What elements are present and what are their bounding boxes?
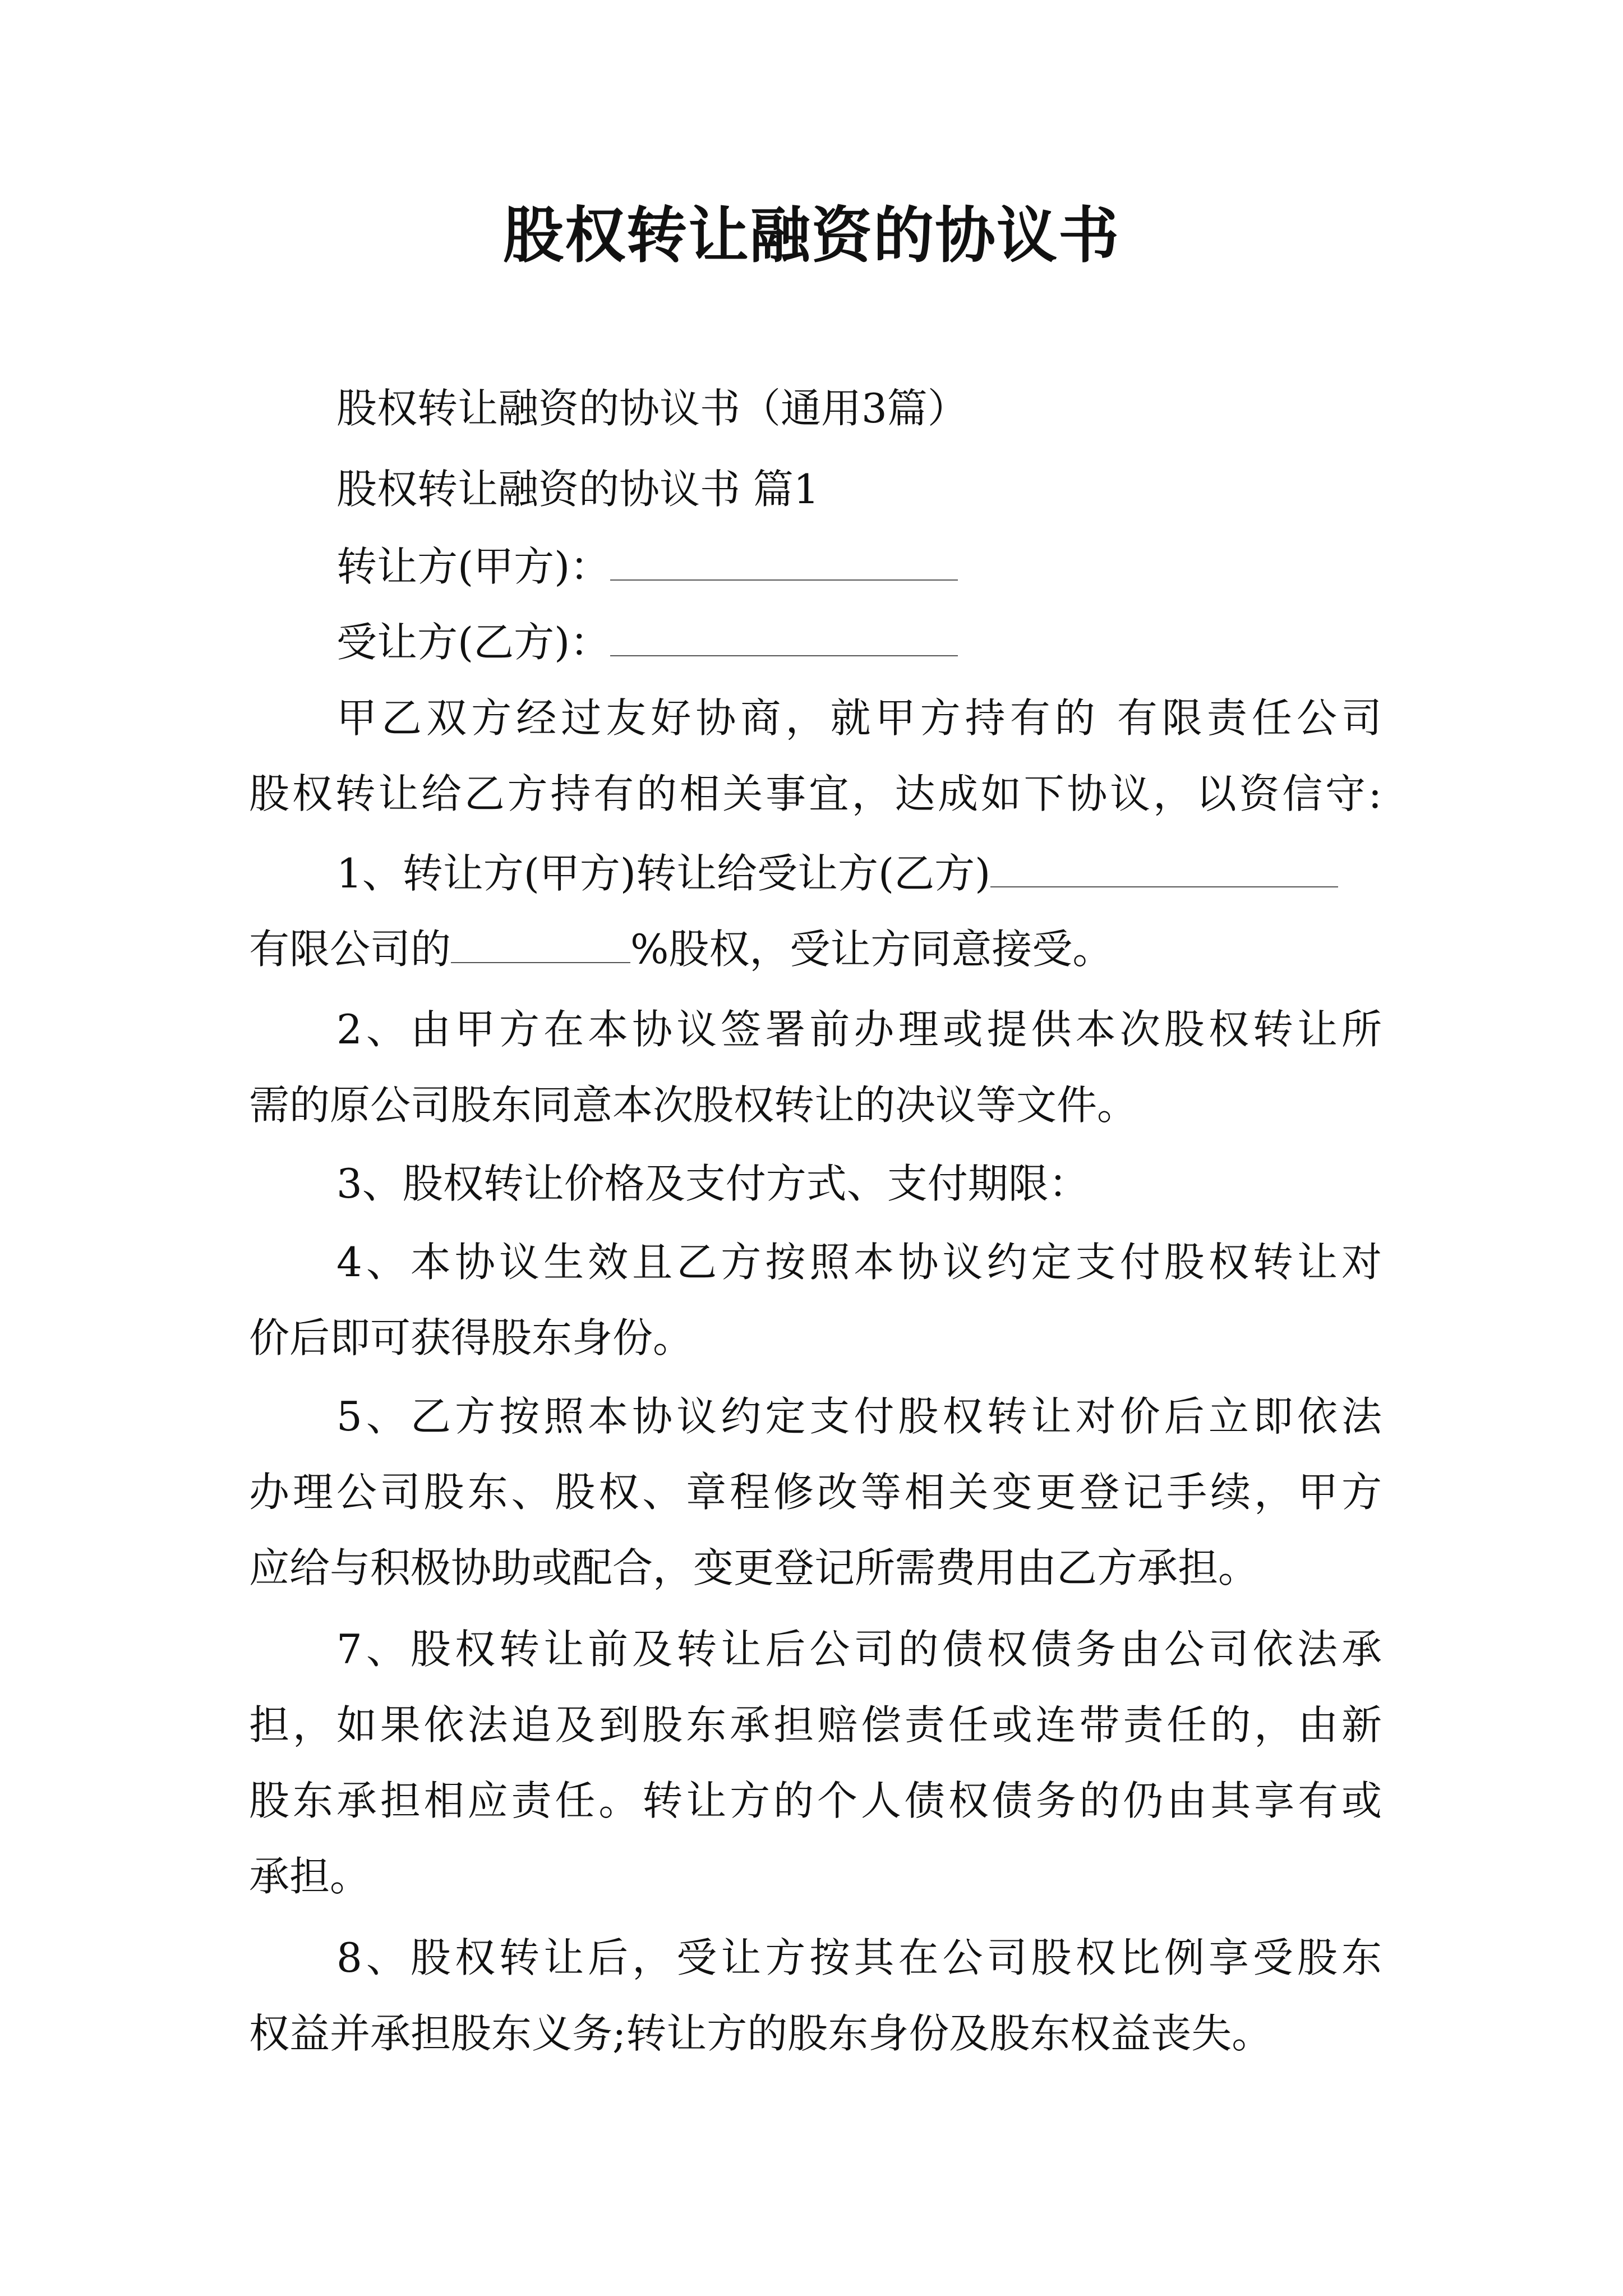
intro-line-1: 甲乙双方经过友好协商，就甲方持有的 有限责任公司 <box>336 694 1382 742</box>
party-b-label: 受让方(乙方)： <box>336 619 611 666</box>
clause-1-line-2 <box>249 924 1113 974</box>
clause-5-line-1: 5、乙方按照本协议约定支付股权转让对价后立即依法 <box>336 1393 1382 1440</box>
heading-general: 股权转让融资的协议书（通用3篇） <box>336 385 968 432</box>
clause-2-line-1: 2、由甲方在本协议签署前办理或提供本次股权转让所 <box>336 1006 1382 1053</box>
percentage-blank <box>451 928 630 963</box>
party-a-label: 转让方(甲方)： <box>336 543 611 590</box>
heading-part1: 股权转让融资的协议书 篇1 <box>336 466 819 513</box>
clause-5-line-3: 应给与积极协助或配合，变更登记所需费用由乙方承担。 <box>249 1544 1259 1591</box>
clause-7-line-4: 承担。 <box>249 1853 371 1900</box>
party-b-line <box>336 617 958 668</box>
clause-7-line-3: 股东承担相应责任。转让方的个人债权债务的仍由其享有或 <box>249 1777 1382 1824</box>
clause-8-line-2: 权益并承担股东义务;转让方的股东身份及股东权益丧失。 <box>249 2010 1272 2057</box>
party-a-blank <box>610 546 958 581</box>
clause-4-line-2: 价后即可获得股东身份。 <box>249 1314 694 1361</box>
clause-3-line-1: 3、股权转让价格及支付方式、支付期限： <box>336 1160 1089 1207</box>
document-title: 股权转让融资的协议书 <box>502 200 1120 271</box>
clause-5-line-2: 办理公司股东、股权、章程修改等相关变更登记手续，甲方 <box>249 1469 1382 1516</box>
clause-4-line-1: 4、本协议生效且乙方按照本协议约定支付股权转让对 <box>336 1239 1382 1286</box>
clause-7-line-2: 担，如果依法追及到股东承担赔偿责任或连带责任的，由新 <box>249 1701 1382 1749</box>
clause-1-text-b: %股权，受让方同意接受。 <box>630 926 1113 973</box>
clause-1-line-1 <box>336 848 1338 899</box>
party-b-blank <box>610 622 958 656</box>
clause-1-text-a: 有限公司的 <box>249 926 451 973</box>
party-a-line <box>336 541 958 592</box>
clause-7-line-1: 7、股权转让前及转让后公司的债权债务由公司依法承 <box>336 1626 1382 1673</box>
intro-line-2: 股权转让给乙方持有的相关事宜，达成如下协议，以资信守: <box>249 770 1382 817</box>
clause-2-line-2: 需的原公司股东同意本次股权转让的决议等文件。 <box>249 1082 1138 1129</box>
company-name-blank <box>990 853 1338 887</box>
clause-1-text: 1、转让方(甲方)转让给受让方(乙方) <box>336 850 991 897</box>
clause-8-line-1: 8、股权转让后，受让方按其在公司股权比例享受股东 <box>336 1934 1382 1981</box>
